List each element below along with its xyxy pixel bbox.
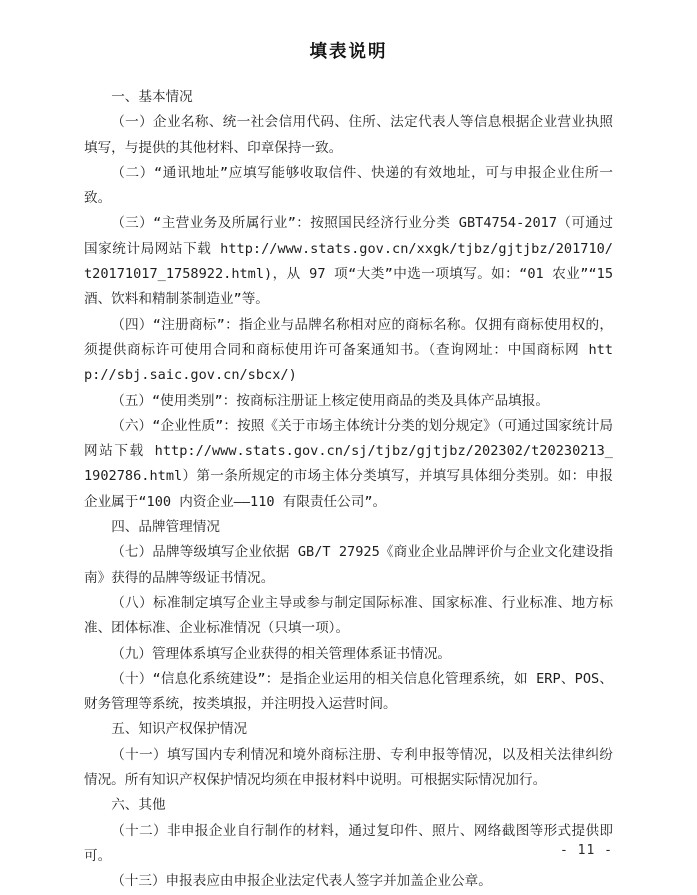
paragraph: （四）“注册商标”：指企业与品牌名称相对应的商标名称。仅拥有商标使用权的，须提供商标许可使用合同和商标使用许可备案通知书。（查询网址：中国商标网 http://sbj.saic.gov.cn/sbcx/) <box>84 316 613 384</box>
page-title: 填表说明 <box>309 42 388 62</box>
paragraph: （十二）非申报企业自行制作的材料，通过复印件、照片、网络截图等形式提供即可。 <box>84 822 613 864</box>
section-heading: 一、基本情况 <box>111 89 193 105</box>
section-heading: 五、知识产权保护情况 <box>111 721 248 738</box>
paragraph: （五）“使用类别”：按商标注册证上核定使用商品的类及具体产品填报。 <box>111 392 549 409</box>
paragraph: （六）“企业性质”：按照《关于市场主体统计分类的划分规定》（可通过国家统计局网站下载 http://www.stats.gov.cn/sj/tjbz/gjtjbz/202302/t20230213_1902786.html）第一条所规定的市场主体分类填写，并填写具体细分类别。如：申报企业属于“100 内资企业——110 有限责任公司”。 <box>84 417 613 510</box>
paragraph: （九）管理体系填写企业获得的相关管理体系证书情况。 <box>111 645 452 662</box>
paragraph: （二）“通讯地址”应填写能够收取信件、快递的有效地址，可与申报企业住所一致。 <box>84 164 613 207</box>
paragraph: （十）“信息化系统建设”：是指企业运用的相关信息化管理系统，如 ERP、POS、财务管理等系统，按类填报，并注明投入运营时间。 <box>84 670 613 713</box>
paragraph: （十三）申报表应由申报企业法定代表人签字并加盖企业公章。 <box>111 873 492 890</box>
paragraph: （八）标准制定填写企业主导或参与制定国际标准、国家标准、行业标准、地方标准、团体标准、企业标准情况（只填一项）。 <box>84 594 613 637</box>
document-body <box>84 85 613 895</box>
page-number: - 11 - <box>560 843 613 858</box>
paragraph: （七）品牌等级填写企业依据 GB/T 27925《商业企业品牌评价与企业文化建设指南》获得的品牌等级证书情况。 <box>84 544 613 586</box>
paragraph: （一）企业名称、统一社会信用代码、住所、法定代表人等信息根据企业营业执照填写，与提供的其他材料、印章保持一致。 <box>84 114 613 156</box>
section-heading: 六、其他 <box>111 797 166 814</box>
section-heading: 四、品牌管理情况 <box>111 519 220 536</box>
paragraph: （十一）填写国内专利情况和境外商标注册、专利申报等情况，以及相关法律纠纷情况。所有知识产权保护情况均须在申报材料中说明。可根据实际情况加行。 <box>84 746 613 789</box>
paragraph: （三）“主营业务及所属行业”：按照国民经济行业分类 GBT4754-2017（可通过国家统计局网站下载 http://www.stats.gov.cn/xxgk/tjbz/gjtjbz/201710/t20171017_1758922.html)，从 97 项“大类”中选一项填写。如：“01 农业”“15 酒、饮料和精制茶制造业”等。 <box>84 215 613 308</box>
